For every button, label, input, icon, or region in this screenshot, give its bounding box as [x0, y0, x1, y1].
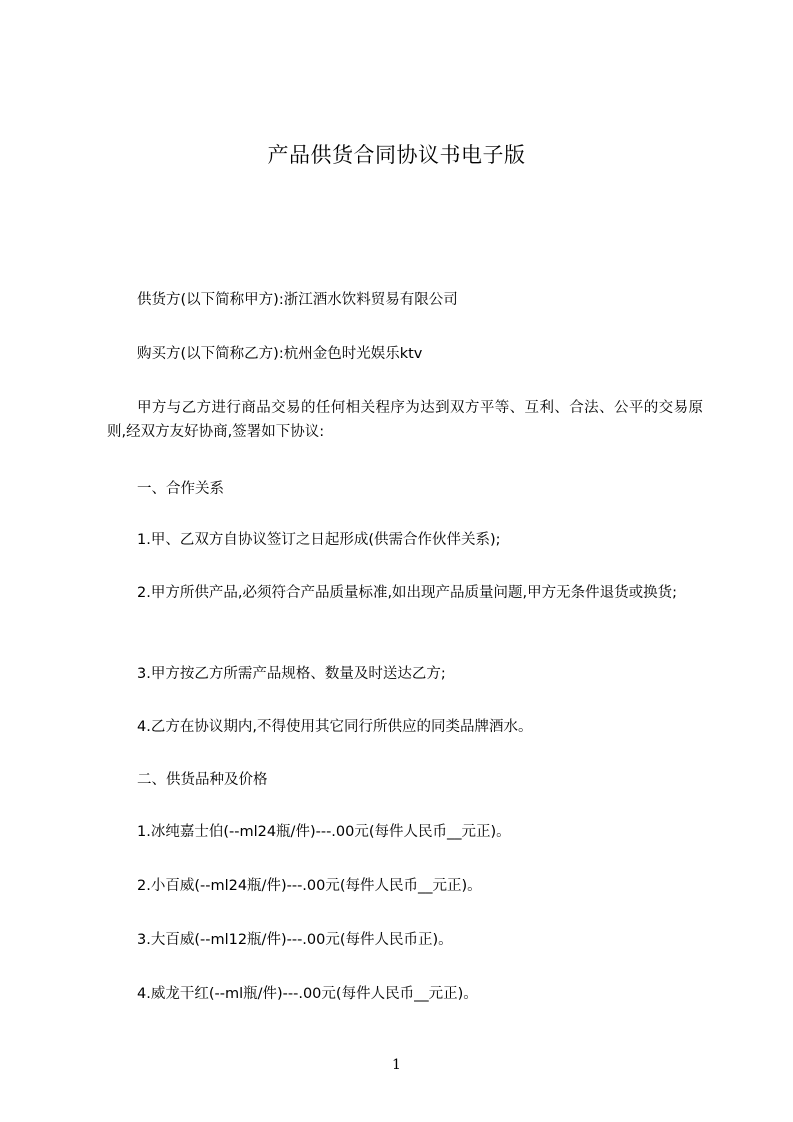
section2-item-3: 3.大百威(--ml12瓶/件)---.00元(每件人民币正)。 — [137, 932, 453, 948]
section2-item-2: 2.小百威(--ml24瓶/件)---.00元(每件人民币__元正)。 — [137, 878, 482, 894]
section2-item-1: 1.冰纯嘉士伯(--ml24瓶/件)---.00元(每件人民币__元正)。 — [137, 824, 511, 840]
supplier-line: 供货方(以下简称甲方):浙江酒水饮料贸易有限公司 — [137, 292, 458, 308]
document-title: 产品供货合同协议书电子版 — [267, 143, 526, 167]
section2-item-4: 4.威龙干红(--ml瓶/件)---.00元(每件人民币__元正)。 — [137, 986, 478, 1002]
section2-heading: 二、供货品种及价格 — [137, 772, 268, 788]
section1-item-1: 1.甲、乙双方自协议签订之日起形成(供需合作伙伴关系); — [137, 532, 501, 548]
buyer-line: 购买方(以下简称乙方):杭州金色时光娱乐ktv — [137, 346, 423, 362]
section1-item-3: 3.甲方按乙方所需产品规格、数量及时送达乙方; — [137, 666, 446, 682]
section1-heading: 一、合作关系 — [137, 481, 224, 497]
page-number: 1 — [392, 1057, 401, 1073]
section1-item-2: 2.甲方所供产品,必须符合产品质量标准,如出现产品质量问题,甲方无条件退货或换货; — [137, 585, 678, 601]
intro-paragraph: 甲方与乙方进行商品交易的任何相关程序为达到双方平等、互利、合法、公平的交易原则,经双方友好协商,签署如下协议: — [107, 400, 703, 440]
section1-item-4: 4.乙方在协议期内,不得使用其它同行所供应的同类品牌酒水。 — [137, 719, 533, 735]
